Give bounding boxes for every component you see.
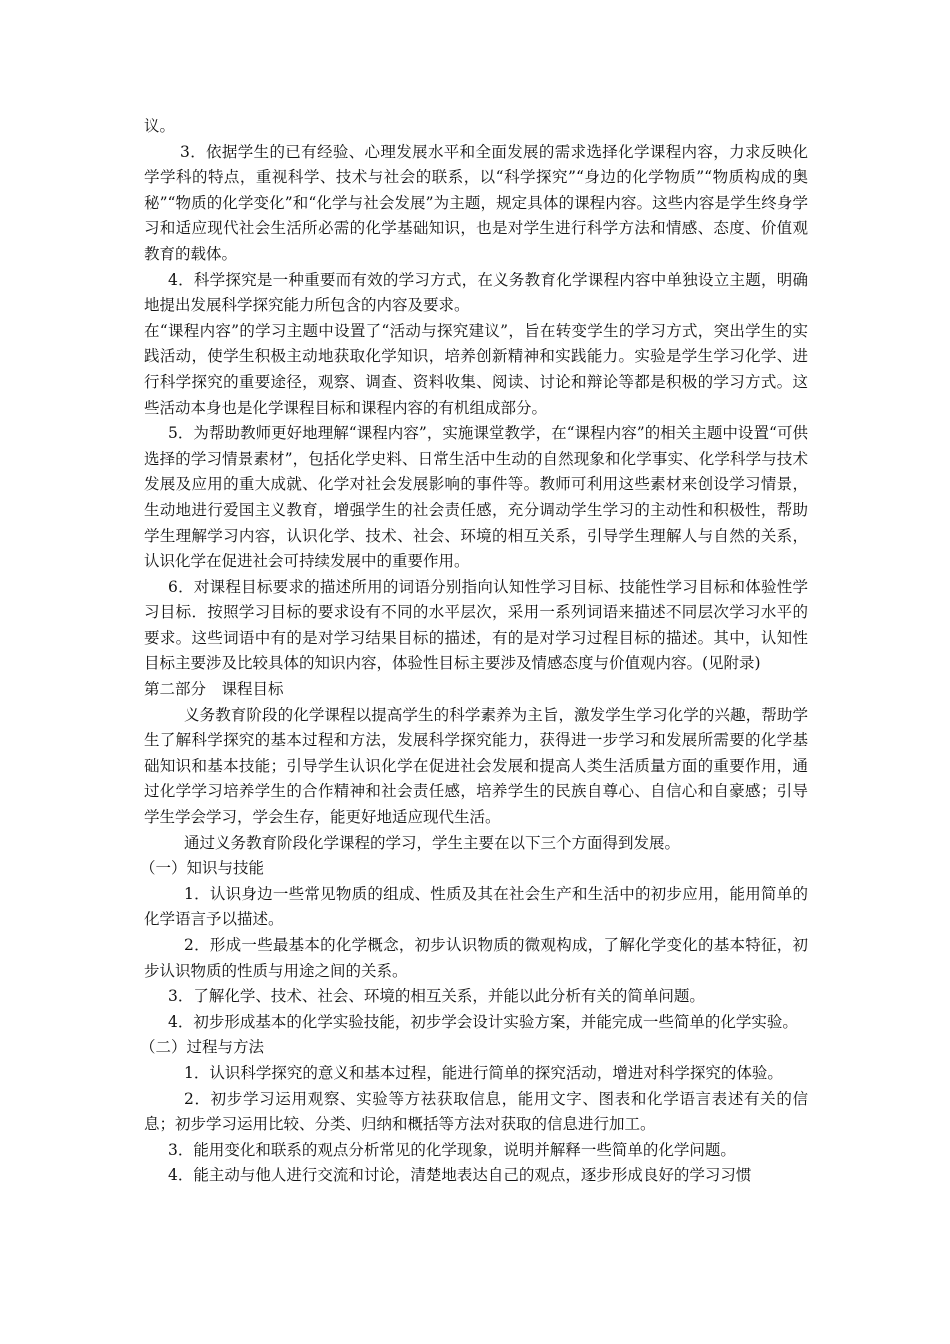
paragraph-activity-suggestion: 在“课程内容”的学习主题中设置了“活动与探究建议”，旨在转变学生的学习方式，突出学生的实践活动，使学生积极主动地获取化学知识，培养创新精神和实践能力。实验是学生学习化学、进行科学探究的重要途径，观察、调查、资料收集、阅读、讨论和辩论等都是积极的学习方式。这些活动本身也是化学课程目标和课程内容的有机组成部分。 [144,321,808,417]
subheading-process-method: （二）过程与方法 [140,1038,265,1057]
section-heading-part-two: 第二部分 课程目标 [144,680,284,699]
paragraph-three-aspects: 通过义务教育阶段化学课程的学习，学生主要在以下三个方面得到发展。 [184,833,681,852]
paragraph-process-2: 2．初步学习运用观察、实验等方祛获取信息，能用文字、图表和化学语言表述有关的信息；初步学习运用比较、分类、归纳和概括等方法对获取的信息进行加工。 [144,1089,808,1134]
paragraph-process-1: 1．认识科学探究的意义和基本过程，能进行简单的探究活动，增进对科学探究的体验。 [184,1063,783,1082]
paragraph-item-5: 5．为帮助教师更好地理解“课程内容”，实施课堂教学，在“课程内容”的相关主题中设置“可供选择的学习情景素材”，包括化学史料、日常生活中生动的自然现象和化学事实、化学科学与技术发展及应用的重大成就、化学对社会发展影响的事件等。教师可利用这些素材来创设学习情景，生动地进行爱国主义教育，增强学生的社会责任感，充分调动学生学习的主动性和积极性，帮助学生理解学习内容，认识化学、技术、社会、环境的相互关系，引导学生理解人与自然的关系，认识化学在促进社会可持续发展中的重要作用。 [144,424,808,571]
document-body [140,114,808,1189]
paragraph-process-3: 3．能用变化和联系的观点分析常见的化学现象，说明并解释一些简单的化学问题。 [168,1140,736,1159]
paragraph-item-4: 4．科学探究是一种重要而有效的学习方式，在义务教育化学课程内容中单独设立主题，明确地提出发展科学探究能力所包含的内容及要求。 [144,270,808,315]
paragraph-process-4: 4．能主动与他人进行交流和讨论，清楚地表达自己的观点，逐步形成良好的学习习惯 [168,1166,752,1185]
paragraph-knowledge-4: 4．初步形成基本的化学实验技能，初步学会设计实验方案，并能完成一些简单的化学实验。 [168,1012,798,1031]
paragraph-knowledge-3: 3．了解化学、技术、社会、环境的相互关系，并能以此分析有关的简单问题。 [168,987,705,1006]
paragraph-course-goal-intro: 义务教育阶段的化学课程以提高学生的科学素养为主旨，激发学生学习化学的兴趣，帮助学生了解科学探究的基本过程和方法，发展科学探究能力，获得进一步学习和发展所需要的化学基础知识和基本技能；引导学生认识化学在促进社会发展和提高人类生活质量方面的重要作用，通过化学学习培养学生的合作精神和社会责任感，培养学生的民族自尊心、自信心和自豪感；引导学生学会学习，学会生存，能更好地适应现代生活。 [144,705,808,827]
paragraph-item-6: 6．对课程目标要求的描述所用的词语分别指向认知性学习目标、技能性学习目标和体验性学习目标．按照学习目标的要求设有不同的水平层次，采用一系列词语来描述不同层次学习水平的要求。这些词语中有的是对学习结果目标的描述，有的是对学习过程目标的描述。其中，认知性目标主要涉及比较具体的知识内容，体验性目标主要涉及情感态度与价值观内容。(见附录) [144,577,808,673]
paragraph-item-3: 3．依据学生的已有经验、心理发展水平和全面发展的需求选择化学课程内容，力求反映化学学科的特点，重视科学、技术与社会的联系，以“科学探究”“身边的化学物质”“物质构成的奥秘”“物质的化学变化”和“化学与社会发展”为主题，规定具体的课程内容。这些内容是学生终身学习和适应现代社会生活所必需的化学基础知识，也是对学生进行科学方法和情感、态度、价值观教育的载体。 [144,142,808,263]
paragraph-knowledge-2: 2．形成一些最基本的化学概念，初步认识物质的微观构成，了解化学变化的基本特征，初步认识物质的性质与用途之间的关系。 [144,936,808,980]
paragraph-continuation: 议。 [144,117,176,135]
paragraph-knowledge-1: 1．认识身边一些常见物质的组成、性质及其在社会生产和生活中的初步应用，能用简单的化学语言予以描述。 [144,884,808,929]
subheading-knowledge-skills: （一）知识与技能 [140,859,265,878]
